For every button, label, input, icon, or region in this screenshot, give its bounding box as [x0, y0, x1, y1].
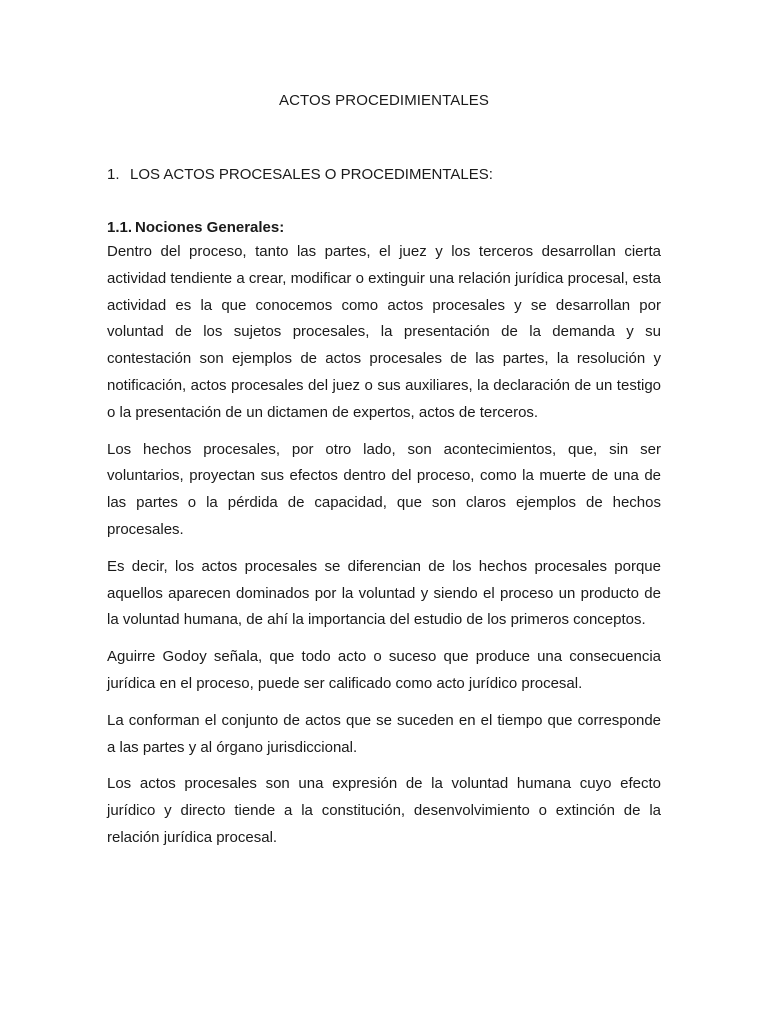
paragraph-aguirre-godoy: Aguirre Godoy señala, que todo acto o suceso que produce una consecuencia jurídica en el proceso, puede ser calificado como acto jurídico procesal. [107, 648, 661, 692]
section-number: 1. [107, 166, 120, 183]
paragraph-expresion-voluntad: Los actos procesales son una expresión de la voluntad humana cuyo efecto jurídico y directo tiende a la constitución, desenvolvimiento o extinción de la relación jurídica procesal. [107, 775, 661, 846]
paragraph-diferencia: Es decir, los actos procesales se diferencian de los hechos procesales porque aquellos aparecen dominados por la voluntad y siendo el proceso un producto de la voluntad humana, de ahí la importancia del estudio de los primeros conceptos. [107, 557, 661, 629]
document-body [107, 217, 661, 862]
section-title: LOS ACTOS PROCESALES O PROCEDIMENTALES: [130, 166, 493, 183]
subsection-heading [107, 217, 661, 239]
subsection-title: Nociones Generales: [135, 219, 285, 236]
paragraph-hechos-procesales: Los hechos procesales, por otro lado, son acontecimientos, que, sin ser voluntarios, proyectan sus efectos dentro del proceso, como la muerte de una de las partes o la pérdida de capacidad, que son claros ejemplos de hechos procesales. [107, 440, 661, 538]
paragraph-actos-procesales: Dentro del proceso, tanto las partes, el juez y los terceros desarrollan cierta actividad tendiente a crear, modificar o extinguir una relación jurídica procesal, esta actividad es la que conocemos como actos procesales y se desarrollan por voluntad de los sujetos procesales, la presentación de la demanda y su contestación son ejemplos de actos procesales de las partes, la resolución y notificación, actos procesales del juez o sus auxiliares, la declaración de un testigo o la presentación de un dictamen de expertos, actos de terceros. [107, 243, 661, 421]
paragraph-conjunto-actos: La conforman el conjunto de actos que se suceden en el tiempo que corresponde a las partes y al órgano jurisdiccional. [107, 711, 661, 756]
document-title: ACTOS PROCEDIMIENTALES [278, 92, 490, 109]
section-heading [107, 165, 493, 185]
subsection-number: 1.1. [107, 219, 133, 236]
